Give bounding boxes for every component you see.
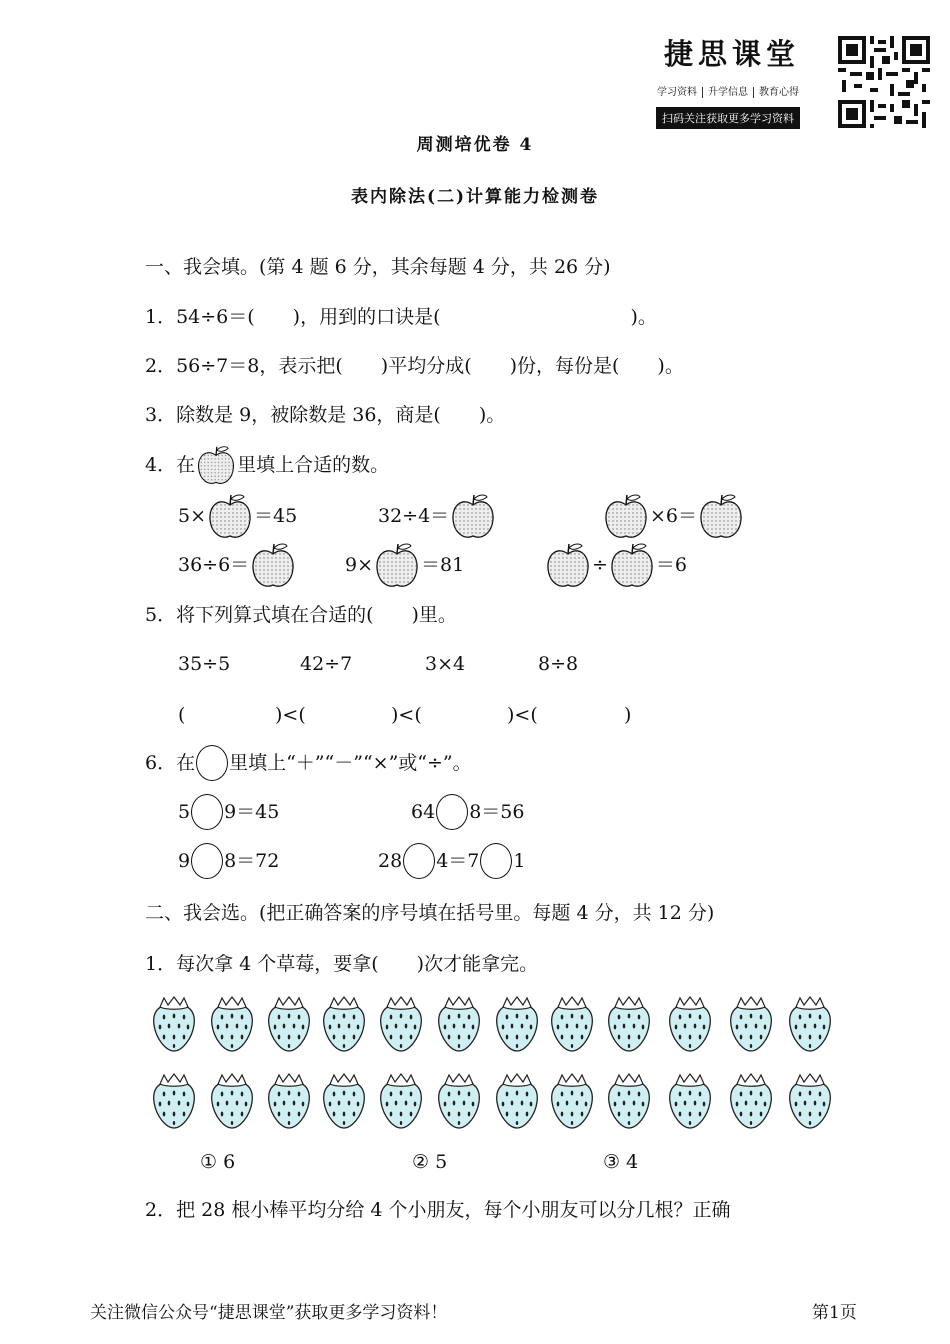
expr-text: 9 bbox=[178, 850, 191, 872]
apple-icon bbox=[603, 491, 649, 541]
strawberry-icon bbox=[377, 995, 425, 1053]
q5-expr: 3×4 bbox=[425, 653, 466, 675]
brand-tag: 学习资料 bbox=[652, 87, 703, 98]
q5-expr: 8÷8 bbox=[538, 653, 579, 675]
question-6 bbox=[145, 744, 472, 782]
strawberry-icon bbox=[493, 995, 541, 1053]
strawberry-icon bbox=[493, 1072, 541, 1130]
strawberry-icon bbox=[605, 995, 653, 1053]
option-1[interactable]: ① 6 bbox=[200, 1151, 236, 1173]
apple-icon bbox=[609, 540, 655, 590]
expr-text: 32÷4＝ bbox=[378, 505, 450, 527]
q5-order: ) bbox=[624, 704, 632, 726]
page-number: 第1页 bbox=[812, 1303, 857, 1323]
expr-text: ＝81 bbox=[421, 554, 465, 576]
question-2: 2．56÷7＝8，表示把( )平均分成( )份，每份是( )。 bbox=[145, 355, 684, 377]
q5-order: )<( bbox=[507, 704, 538, 726]
q6-item-c bbox=[178, 842, 279, 880]
strawberry-icon bbox=[786, 995, 834, 1053]
strawberry-icon bbox=[605, 1072, 653, 1130]
q4-item-c bbox=[602, 490, 745, 542]
q4-item-b bbox=[378, 490, 497, 542]
q5-expr: 35÷5 bbox=[178, 653, 231, 675]
expr-text: 8＝72 bbox=[224, 850, 280, 872]
q5-expr: 42÷7 bbox=[300, 653, 353, 675]
operator-circle[interactable] bbox=[191, 794, 223, 830]
q5-order: )<( bbox=[275, 704, 306, 726]
expr-text: 9× bbox=[345, 554, 374, 576]
question-3: 3．除数是 9，被除数是 36，商是( )。 bbox=[145, 404, 506, 426]
strawberry-icon bbox=[727, 995, 775, 1053]
q6-item-d bbox=[378, 842, 525, 880]
expr-text: 5 bbox=[178, 801, 191, 823]
option-2[interactable]: ② 5 bbox=[412, 1151, 448, 1173]
q5-order: )<( bbox=[391, 704, 422, 726]
brand-bar: 扫码关注获取更多学习资料 bbox=[656, 107, 800, 129]
question-1: 1．54÷6＝( )，用到的口诀是( )。 bbox=[145, 306, 657, 328]
strawberry-icon bbox=[435, 995, 483, 1053]
q4-item-d bbox=[178, 539, 297, 591]
strawberry-icon bbox=[727, 1072, 775, 1130]
operator-circle[interactable] bbox=[196, 745, 228, 781]
brand-tag: 升学信息 bbox=[703, 87, 754, 98]
expr-text: 5× bbox=[178, 505, 207, 527]
expr-text: 9＝45 bbox=[224, 801, 280, 823]
expr-text: 1 bbox=[513, 850, 526, 872]
expr-text: ×6＝ bbox=[650, 505, 698, 527]
footer-note: 关注微信公众号“捷思课堂”获取更多学习资料！ bbox=[90, 1303, 448, 1323]
strawberry-icon bbox=[548, 1072, 596, 1130]
section-heading: 二、我会选。(把正确答案的序号填在括号里。每题 4 分，共 12 分) bbox=[145, 902, 715, 924]
question-6-suffix: 里填上“＋”“－”“×”或“÷”。 bbox=[229, 752, 472, 774]
apple-icon bbox=[545, 540, 591, 590]
strawberry-icon bbox=[265, 995, 313, 1053]
q6-item-a bbox=[178, 793, 279, 831]
strawberry-icon bbox=[150, 995, 198, 1053]
apple-icon bbox=[250, 540, 296, 590]
q5-order: ( bbox=[178, 704, 186, 726]
strawberry-icon bbox=[548, 995, 596, 1053]
strawberry-icon bbox=[377, 1072, 425, 1130]
operator-circle[interactable] bbox=[436, 794, 468, 830]
question-5: 5．将下列算式填在合适的( )里。 bbox=[145, 604, 457, 626]
strawberry-icon bbox=[320, 1072, 368, 1130]
question-6-prefix: 6．在 bbox=[145, 752, 196, 774]
strawberry-icon bbox=[786, 1072, 834, 1130]
expr-text: 8＝56 bbox=[469, 801, 525, 823]
question-1: 1．每次拿 4 个草莓，要拿( )次才能拿完。 bbox=[145, 953, 539, 975]
expr-text: ＝6 bbox=[655, 554, 688, 576]
brand-name: 捷思课堂 bbox=[664, 37, 801, 71]
q4-item-f bbox=[544, 539, 687, 591]
brand-tags bbox=[652, 80, 804, 99]
page-title: 周测培优卷 4 bbox=[416, 135, 534, 155]
q6-item-b bbox=[411, 793, 524, 831]
strawberry-icon bbox=[265, 1072, 313, 1130]
strawberry-icon bbox=[208, 1072, 256, 1130]
strawberry-icon bbox=[208, 995, 256, 1053]
strawberry-icon bbox=[666, 1072, 714, 1130]
operator-circle[interactable] bbox=[403, 843, 435, 879]
option-3[interactable]: ③ 4 bbox=[603, 1151, 639, 1173]
expr-text: 36÷6＝ bbox=[178, 554, 250, 576]
question-2: 2．把 28 根小棒平均分给 4 个小朋友，每个小朋友可以分几根？正确 bbox=[145, 1199, 731, 1221]
apple-icon bbox=[196, 442, 236, 488]
question-4-prefix: 4．在 bbox=[145, 454, 196, 476]
question-4 bbox=[145, 440, 389, 490]
expr-text: ÷ bbox=[592, 554, 608, 576]
apple-icon bbox=[207, 491, 253, 541]
q4-item-a bbox=[178, 490, 297, 542]
apple-icon bbox=[450, 491, 496, 541]
expr-text: 64 bbox=[411, 801, 436, 823]
strawberry-icon bbox=[666, 995, 714, 1053]
page-subtitle: 表内除法(二)计算能力检测卷 bbox=[350, 187, 600, 207]
operator-circle[interactable] bbox=[191, 843, 223, 879]
expr-text: 4＝7 bbox=[436, 850, 480, 872]
strawberry-icon bbox=[150, 1072, 198, 1130]
expr-text: 28 bbox=[378, 850, 403, 872]
section-heading: 一、我会填。(第 4 题 6 分，其余每题 4 分，共 26 分) bbox=[145, 256, 611, 278]
expr-text: ＝45 bbox=[254, 505, 298, 527]
qr-code-icon bbox=[838, 36, 930, 128]
strawberry-icon bbox=[435, 1072, 483, 1130]
apple-icon bbox=[374, 540, 420, 590]
question-4-suffix: 里填上合适的数。 bbox=[237, 454, 390, 476]
operator-circle[interactable] bbox=[480, 843, 512, 879]
apple-icon bbox=[698, 491, 744, 541]
q4-item-e bbox=[345, 539, 464, 591]
brand-tag: 教育心得 bbox=[759, 87, 799, 98]
strawberry-icon bbox=[320, 995, 368, 1053]
